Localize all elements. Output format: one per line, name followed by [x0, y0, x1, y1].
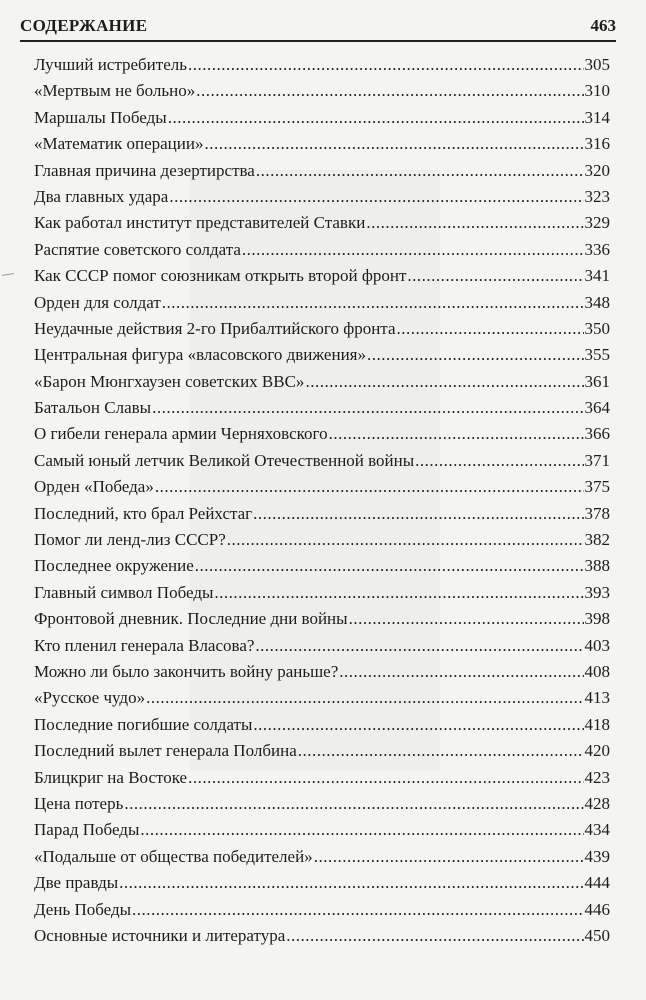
toc-entry — [34, 844, 610, 870]
toc-entry — [34, 580, 610, 606]
toc-entry — [34, 633, 610, 659]
dot-leader — [253, 501, 583, 527]
toc-entry — [34, 290, 610, 316]
entry-title: Фронтовой дневник. Последние дни войны — [34, 609, 348, 629]
dot-leader — [169, 184, 583, 210]
entry-title: Центральная фигура «власовского движения» — [34, 345, 366, 365]
running-header — [20, 14, 616, 42]
dot-leader — [255, 633, 583, 659]
toc-entry — [34, 421, 610, 447]
dot-leader — [366, 210, 583, 236]
entry-title: Последний, кто брал Рейхстаг — [34, 503, 253, 523]
entry-page-number: 403 — [584, 635, 610, 655]
toc-entry — [34, 263, 610, 289]
entry-page-number: 329 — [584, 213, 610, 233]
entry-page-number: 420 — [584, 741, 610, 761]
entry-title: Кто пленил генерала Власова? — [34, 635, 255, 655]
dot-leader — [367, 342, 584, 368]
toc-entry — [34, 501, 610, 527]
toc-entry — [34, 923, 610, 949]
toc-entry — [34, 210, 610, 236]
dot-leader — [314, 844, 584, 870]
dot-leader — [152, 395, 583, 421]
dot-leader — [196, 78, 583, 104]
entry-title: «Подальше от общества победителей» — [34, 846, 313, 866]
toc-entry — [34, 606, 610, 632]
entry-title: Орден «Победа» — [34, 477, 154, 497]
entry-title: «Математик операции» — [34, 134, 204, 154]
dot-leader — [195, 553, 584, 579]
toc-entry — [34, 765, 610, 791]
dot-leader — [227, 527, 584, 553]
dot-leader — [188, 765, 583, 791]
dot-leader — [329, 421, 584, 447]
toc-entry — [34, 131, 610, 157]
toc-entry — [34, 237, 610, 263]
toc-entry — [34, 817, 610, 843]
dot-leader — [339, 659, 583, 685]
entry-page-number: 388 — [584, 556, 610, 576]
entry-title: Главная причина дезертирства — [34, 160, 255, 180]
entry-title: «Барон Мюнгхаузен советских ВВС» — [34, 371, 305, 391]
entry-page-number: 446 — [584, 899, 610, 919]
toc-entry — [34, 395, 610, 421]
entry-title: Последние погибшие солдаты — [34, 714, 253, 734]
entry-title: Цена потерь — [34, 793, 124, 813]
toc-entry — [34, 342, 610, 368]
entry-page-number: 378 — [584, 503, 610, 523]
toc-entry — [34, 659, 610, 685]
dot-leader — [253, 712, 583, 738]
toc-entry — [34, 52, 610, 78]
toc-entry — [34, 870, 610, 896]
dot-leader — [256, 158, 584, 184]
toc-entry — [34, 184, 610, 210]
entry-title: Самый юный летчик Великой Отечественной войны — [34, 450, 415, 470]
entry-page-number: 314 — [584, 107, 610, 127]
entry-page-number: 341 — [584, 266, 610, 286]
entry-page-number: 393 — [584, 582, 610, 602]
entry-title: День Победы — [34, 899, 132, 919]
dot-leader — [132, 897, 583, 923]
toc-entry — [34, 553, 610, 579]
entry-page-number: 305 — [584, 55, 610, 74]
entry-page-number: 444 — [584, 873, 610, 893]
dot-leader — [286, 923, 583, 949]
entry-page-number: 450 — [584, 925, 610, 945]
entry-title: Последний вылет генерала Полбина — [34, 741, 297, 761]
dot-leader — [204, 131, 583, 157]
entry-title: Парад Победы — [34, 820, 140, 840]
entry-title: Блицкриг на Востоке — [34, 767, 188, 787]
entry-title: Маршалы Победы — [34, 107, 167, 127]
entry-title: Лучший истребитель — [34, 55, 187, 74]
dot-leader — [242, 237, 584, 263]
entry-title: О гибели генерала армии Черняховского — [34, 424, 328, 444]
entry-title: Два главных удара — [34, 186, 169, 206]
dot-leader — [298, 738, 584, 764]
dot-leader — [214, 580, 583, 606]
dot-leader — [349, 606, 584, 632]
toc-entry — [34, 791, 610, 817]
entry-page-number: 320 — [584, 160, 610, 180]
dot-leader — [155, 474, 584, 500]
entry-page-number: 371 — [584, 450, 610, 470]
entry-page-number: 439 — [584, 846, 610, 866]
margin-mark — [2, 273, 14, 276]
dot-leader — [162, 290, 584, 316]
toc-entry — [34, 474, 610, 500]
toc-entry — [34, 158, 610, 184]
table-of-contents — [34, 52, 610, 949]
entry-page-number: 350 — [584, 318, 610, 338]
entry-title: Орден для солдат — [34, 292, 161, 312]
dot-leader — [407, 263, 583, 289]
entry-title: Две правды — [34, 873, 119, 893]
entry-title: «Мертвым не больно» — [34, 81, 196, 101]
entry-title: Помог ли ленд-лиз СССР? — [34, 530, 226, 550]
entry-page-number: 423 — [584, 767, 610, 787]
entry-page-number: 348 — [584, 292, 610, 312]
toc-entry — [34, 316, 610, 342]
entry-page-number: 398 — [584, 609, 610, 629]
entry-page-number: 428 — [584, 793, 610, 813]
entry-title: «Русское чудо» — [34, 688, 146, 708]
entry-title: Батальон Славы — [34, 398, 152, 418]
toc-entry — [34, 78, 610, 104]
entry-title: Последнее окружение — [34, 556, 194, 576]
toc-entry — [34, 105, 610, 131]
entry-page-number: 434 — [584, 820, 610, 840]
entry-page-number: 382 — [584, 530, 610, 550]
entry-page-number: 413 — [584, 688, 610, 708]
dot-leader — [168, 105, 584, 131]
entry-page-number: 323 — [584, 186, 610, 206]
dot-leader — [124, 791, 583, 817]
entry-title: Можно ли было закончить войну раньше? — [34, 661, 339, 681]
dot-leader — [305, 369, 583, 395]
entry-page-number: 336 — [584, 239, 610, 259]
dot-leader — [140, 817, 583, 843]
dot-leader — [397, 316, 584, 342]
entry-title: Главный символ Победы — [34, 582, 214, 602]
entry-page-number: 316 — [584, 134, 610, 154]
entry-title: Распятие советского солдата — [34, 239, 241, 259]
toc-entry — [34, 448, 610, 474]
toc-entry — [34, 685, 610, 711]
entry-page-number: 361 — [584, 371, 610, 391]
toc-entry — [34, 712, 610, 738]
dot-leader — [119, 870, 583, 896]
entry-page-number: 364 — [584, 398, 610, 418]
entry-page-number: 408 — [584, 661, 610, 681]
entry-page-number: 355 — [584, 345, 610, 365]
entry-title: Как работал институт представителей Ставки — [34, 213, 366, 233]
section-title: СОДЕРЖАНИЕ — [20, 16, 148, 35]
toc-entry — [34, 897, 610, 923]
entry-page-number: 310 — [584, 81, 610, 101]
dot-leader — [415, 448, 583, 474]
entry-page-number: 366 — [584, 424, 610, 444]
entry-title: Основные источники и литература — [34, 925, 286, 945]
dot-leader — [146, 685, 583, 711]
toc-entry — [34, 369, 610, 395]
page-number: 463 — [590, 16, 616, 35]
dot-leader — [188, 52, 584, 78]
entry-page-number: 418 — [584, 714, 610, 734]
entry-page-number: 375 — [584, 477, 610, 497]
entry-title: Неудачные действия 2-го Прибалтийского фронта — [34, 318, 396, 338]
toc-entry — [34, 527, 610, 553]
entry-title: Как СССР помог союзникам открыть второй фронт — [34, 266, 407, 286]
toc-entry — [34, 738, 610, 764]
